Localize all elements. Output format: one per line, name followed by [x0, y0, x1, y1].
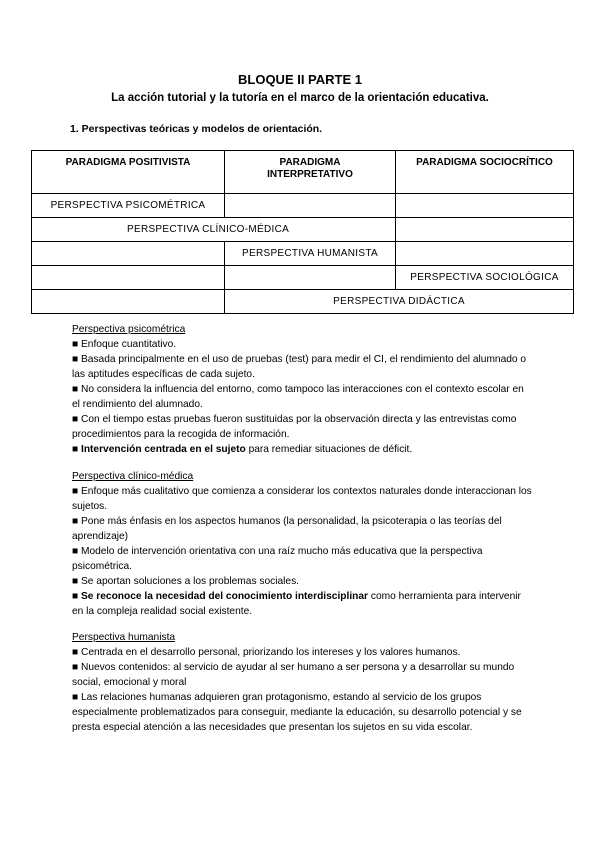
document-subtitle: La acción tutorial y la tutoría en el marco de la orientación educativa. [111, 92, 489, 104]
table-row [32, 266, 574, 290]
list-item: ■ Se aportan soluciones a los problemas sociales. [72, 576, 300, 587]
cell-humanista: PERSPECTIVA HUMANISTA [225, 242, 396, 266]
list-item: ■ Las relaciones humanas adquieren gran protagonismo, estando al servicio de los grupos especialmente problematizados para conseguir, mediante la educación, su desarrollo potencial y se presta especial atención a las necesidades que presentan los sujetos en su vida escolar. [72, 692, 522, 733]
psicometrica-heading: Perspectiva psicométrica [72, 324, 186, 335]
table-row [32, 194, 574, 218]
psicometrica-section [72, 322, 532, 457]
list-item: ■ Se reconoce la necesidad del conocimiento interdisciplinar como herramienta para intervenir en la compleja realidad social existente. [72, 591, 521, 617]
header-sociocritico: PARADIGMA SOCIOCRÍTICO [396, 151, 574, 194]
humanista-heading: Perspectiva humanista [72, 632, 176, 643]
header-interpretativo: PARADIGMA INTERPRETATIVO [225, 151, 396, 194]
list-item: ■ Basada principalmente en el uso de pruebas (test) para medir el CI, el rendimiento del alumnado o las aptitudes específicas de cada sujeto. [72, 354, 527, 380]
table-row [32, 290, 574, 314]
table-row [32, 242, 574, 266]
list-item: ■ Pone más énfasis en los aspectos humanos (la personalidad, la psicoterapia o las teorías del aprendizaje) [72, 516, 502, 542]
table-header-row [32, 151, 574, 194]
humanista-section [72, 630, 532, 735]
document-title: BLOQUE II PARTE 1 [238, 72, 362, 87]
list-item: ■ Enfoque cuantitativo. [72, 339, 177, 350]
header-positivista: PARADIGMA POSITIVISTA [32, 151, 225, 194]
clinico-section [72, 469, 532, 619]
cell-didactica: PERSPECTIVA DIDÁCTICA [225, 290, 574, 314]
paradigm-table [31, 150, 574, 314]
section-heading: 1. Perspectivas teóricas y modelos de orientación. [70, 123, 323, 135]
clinico-heading: Perspectiva clínico-médica [72, 471, 194, 482]
cell-clinico-medica: PERSPECTIVA CLÍNICO-MÉDICA [32, 218, 396, 242]
list-item: ■ No considera la influencia del entorno, como tampoco las interacciones con el contexto escolar en el rendimiento del alumnado. [72, 384, 524, 410]
table-row [32, 218, 574, 242]
list-item: ■ Centrada en el desarrollo personal, priorizando los intereses y los valores humanos. [72, 647, 461, 658]
list-item: ■ Enfoque más cualitativo que comienza a considerar los contextos naturales donde interaccionan los sujetos. [72, 486, 532, 512]
list-item: ■ Modelo de intervención orientativa con una raíz mucho más educativa que la perspectiva psicométrica. [72, 546, 483, 572]
list-item: ■ Con el tiempo estas pruebas fueron sustituidas por la observación directa y las entrevistas como procedimientos para la recogida de información. [72, 414, 517, 440]
cell-psicometrica: PERSPECTIVA PSICOMÉTRICA [32, 194, 225, 218]
list-item: ■ Intervención centrada en el sujeto para remediar situaciones de déficit. [72, 444, 413, 455]
cell-sociologica: PERSPECTIVA SOCIOLÓGICA [396, 266, 574, 290]
list-item: ■ Nuevos contenidos: al servicio de ayudar al ser humano a ser persona y a desarrollar su mundo social, emocional y moral [72, 662, 515, 688]
